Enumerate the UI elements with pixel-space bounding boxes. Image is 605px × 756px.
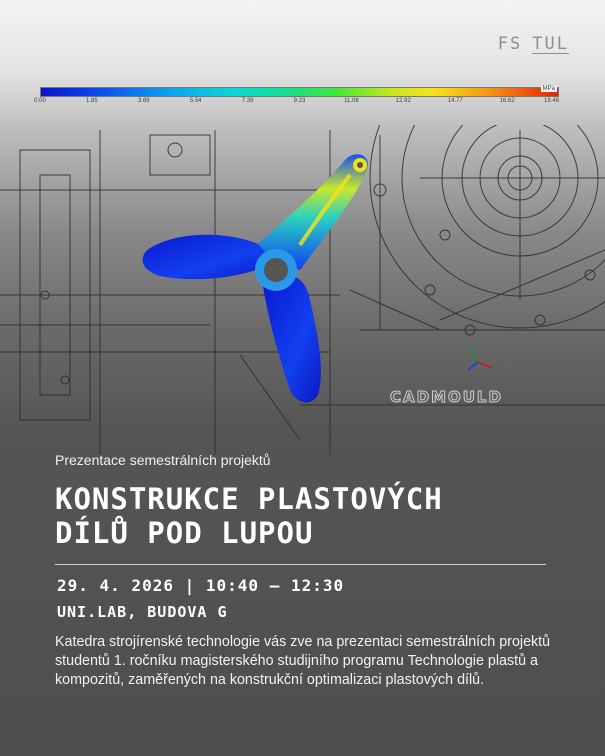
logo-tul: TUL	[532, 34, 569, 54]
scale-tick: 5.54	[189, 98, 202, 104]
event-location: UNI.LAB, BUDOVA G	[57, 603, 228, 621]
scale-tick: 3.69	[137, 98, 150, 104]
scale-tick: 14.77	[447, 98, 463, 104]
event-description: Katedra strojírenské technologie vás zve na prezentaci semestrálních projektů studentů 1. ročníku magisterského studijního programu Technologie plastů a kompozitů, zaměřených na konstrukční optimalizaci plastových dílů.	[55, 634, 551, 688]
color-scale-bar	[40, 87, 559, 97]
fs-tul-logo	[488, 34, 569, 54]
scale-tick: 9.23	[293, 98, 306, 104]
event-date-time	[57, 576, 344, 595]
logo-fs: FS	[497, 34, 523, 54]
divider	[55, 564, 546, 565]
event-date: 29. 4. 2026	[57, 576, 174, 595]
event-subtitle: Prezentace semestrálních projektů	[55, 452, 271, 468]
scale-ticks	[34, 98, 559, 108]
scale-tick: 1.85	[86, 98, 98, 104]
axis-triad-icon	[468, 348, 492, 370]
tripod-part-simulation	[143, 154, 368, 402]
scale-tick: 0.00	[34, 98, 46, 104]
technical-drawing-illustration	[0, 125, 605, 455]
stress-color-scale	[34, 86, 559, 108]
scale-tick: 16.62	[499, 98, 515, 104]
scale-tick: 7.39	[241, 98, 254, 104]
event-time: 10:40 – 12:30	[205, 576, 345, 595]
scale-unit: MPa	[542, 86, 555, 92]
scale-tick: 11.08	[344, 98, 359, 104]
date-separator: |	[184, 576, 196, 595]
scale-tick: 12.92	[395, 98, 411, 104]
event-title-line-1: KONSTRUKCE PLASTOVÝCH	[55, 482, 443, 516]
scale-tick: 18.46	[543, 98, 559, 104]
event-title	[55, 482, 575, 550]
event-title-line-2: DÍLŮ POD LUPOU	[55, 516, 314, 550]
cadmould-watermark: CADMOULD	[390, 388, 503, 406]
